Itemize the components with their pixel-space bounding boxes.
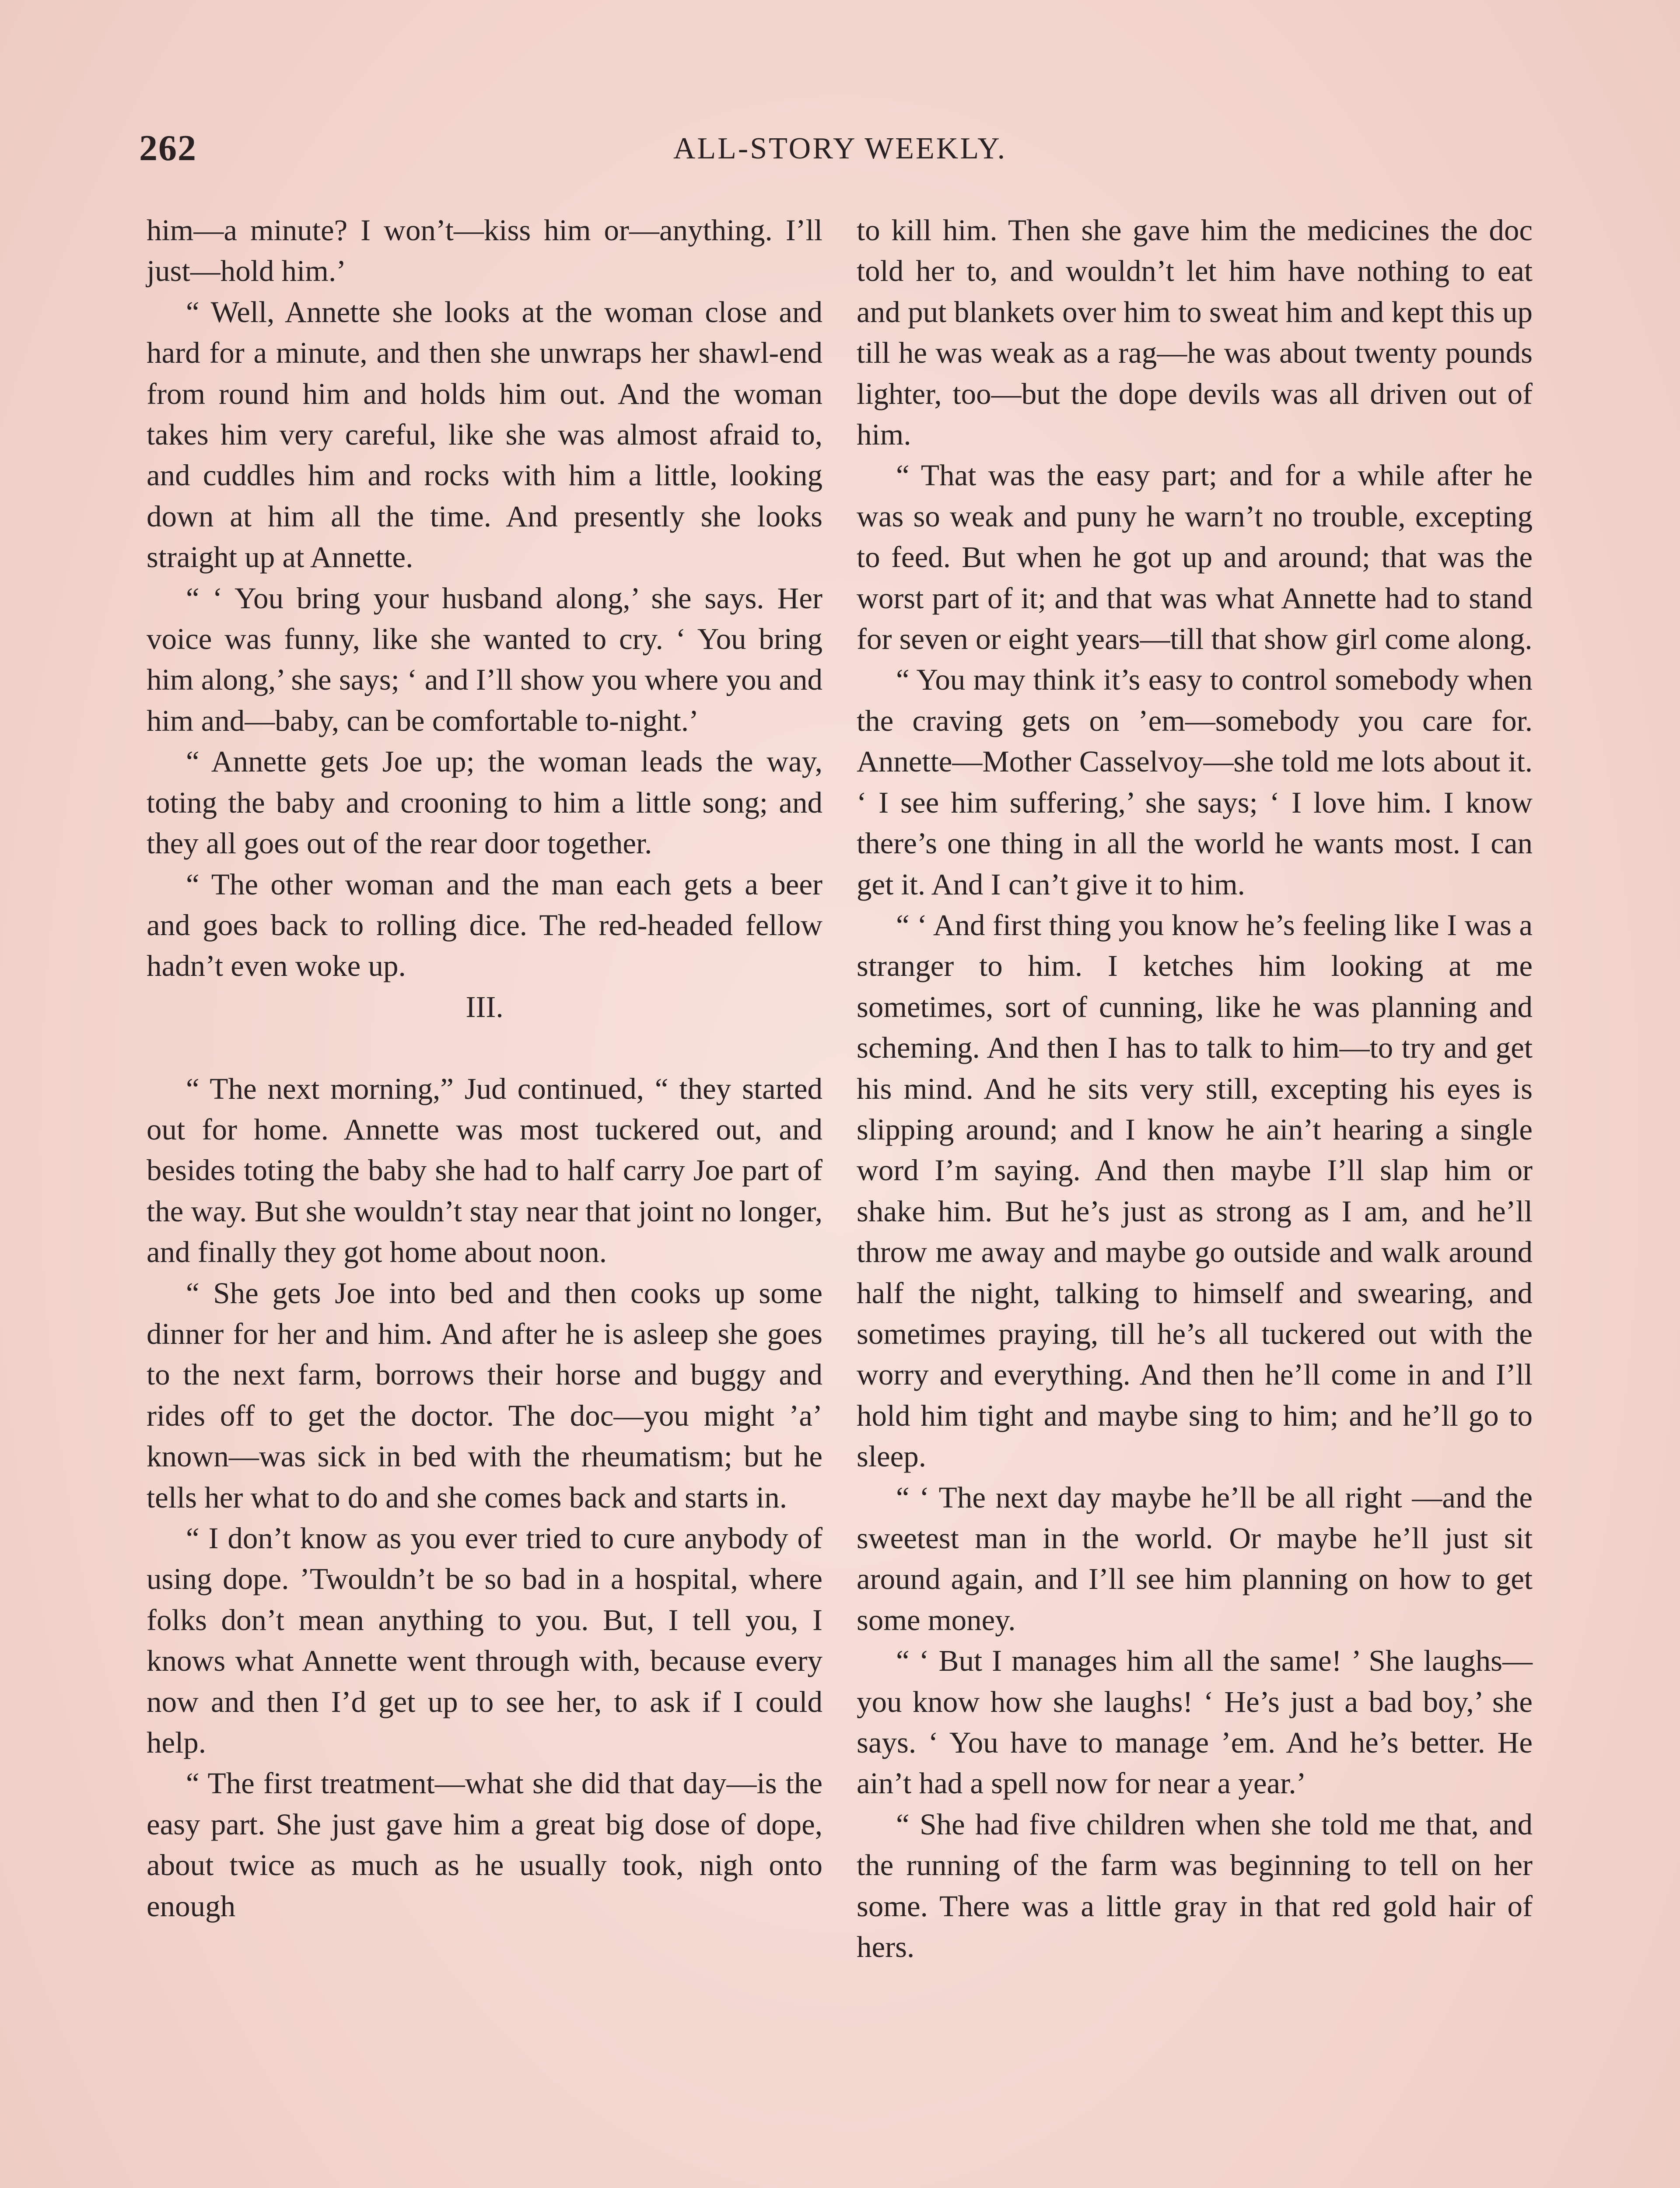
paragraph: “ ‘ But I manages him all the same! ’ She laughs—you know how she laughs! ‘ He’s just a bad boy,’ she says. ‘ You have to manage ’em. And he’s better. He ain’t had a spell now for near a year.’ [857, 1644, 1533, 1800]
paragraph: “ ‘ And first thing you know he’s feeling like I was a stranger to him. I ketches him looking at me sometimes, sort of cunning, like he was planning and scheming. And then I has to talk to him—to try and get his mind. And he sits very still, excepting his eyes is slipping around; and I know he ain’t hearing a single word I’m saying. And then maybe I’ll slap him or shake him. But he’s just as strong as I am, and he’ll throw me away and maybe go outside and walk around half the night, talking to himself and swearing, and sometimes praying, till he’s all tuckered out with the worry and everything. And then he’ll come in and I’ll hold him tight and maybe sing to him; and he’ll go to sleep. [857, 908, 1533, 1473]
paragraph: him—a minute? I won’t—kiss him or—anything. I’ll just—hold him.’ [147, 214, 822, 288]
paragraph: “ You may think it’s easy to control somebody when the craving gets on ’em—somebody you care for. Annette—Mother Casselvoy—she told me lots about it. ‘ I see him suffering,’ she says; ‘ I love him. I know there’s one thing in all the world he wants most. I can get it. And I can’t give it to him. [857, 663, 1533, 901]
paragraph: “ Well, Annette she looks at the woman close and hard for a minute, and then she unwraps her shawl-end from round him and holds him out. And the woman takes him very careful, like she was almost afraid to, and cuddles him and rocks with him a little, looking down at him all the time. And presently she looks straight up at Annette. [147, 295, 822, 574]
section-heading: III. [466, 990, 504, 1024]
paragraph: “ The other woman and the man each gets a beer and goes back to rolling dice. The red-headed fellow hadn’t even woke up. [147, 867, 822, 983]
page-number: 262 [139, 128, 197, 168]
paragraph: “ ‘ The next day maybe he’ll be all right —and the sweetest man in the world. Or maybe he’ll just sit around again, and I’ll see him planning on how to get some money. [857, 1480, 1533, 1637]
paragraph: “ Annette gets Joe up; the woman leads the way, toting the baby and crooning to him a little song; and they all goes out of the rear door together. [147, 745, 822, 860]
paragraph: “ That was the easy part; and for a while after he was so weak and puny he warn’t no trouble, excepting to feed. But when he got up and around; that was the worst part of it; and that was what Annette had to stand for seven or eight years—till that show girl come along. [857, 459, 1533, 656]
paragraph: “ I don’t know as you ever tried to cure anybody of using dope. ’Twouldn’t be so bad in a hospital, where folks don’t mean anything to you. But, I tell you, I knows what Annette went through with, because every now and then I’d get up to see her, to ask if I could help. [147, 1521, 822, 1760]
paragraph: to kill him. Then she gave him the medicines the doc told her to, and wouldn’t let him have nothing to eat and put blankets over him to sweat him and kept this up till he was weak as a rag—he was about twenty pounds lighter, too—but the dope devils was all driven out of him. [857, 214, 1533, 452]
left-column [147, 210, 822, 1927]
paragraph: “ The first treatment—what she did that day—is the easy part. She just gave him a great big dose of dope, about twice as much as he usually took, nigh onto enough [147, 1767, 822, 1923]
paragraph: “ She had five children when she told me that, and the running of the farm was beginning to tell on her some. There was a little gray in that red gold hair of hers. [857, 1807, 1533, 1964]
running-head: ALL-STORY WEEKLY. [673, 132, 1007, 165]
paragraph: “ ‘ You bring your husband along,’ she says. Her voice was funny, like she wanted to cry. ‘ You bring him along,’ she says; ‘ and I’ll show you where you and him and—baby, can be comfortable to-night.’ [147, 581, 822, 737]
paragraph: “ She gets Joe into bed and then cooks up some dinner for her and him. And after he is asleep she goes to the next farm, borrows their horse and buggy and rides off to get the doctor. The doc—you might ’a’ known—was sick in bed with the rheumatism; but he tells her what to do and she comes back and starts in. [147, 1276, 822, 1514]
paragraph: “ The next morning,” Jud continued, “ they started out for home. Annette was most tuckered out, and besides toting the baby she had to half carry Joe part of the way. But she wouldn’t stay near that joint no longer, and finally they got home about noon. [147, 1072, 822, 1269]
right-column [857, 210, 1533, 1967]
